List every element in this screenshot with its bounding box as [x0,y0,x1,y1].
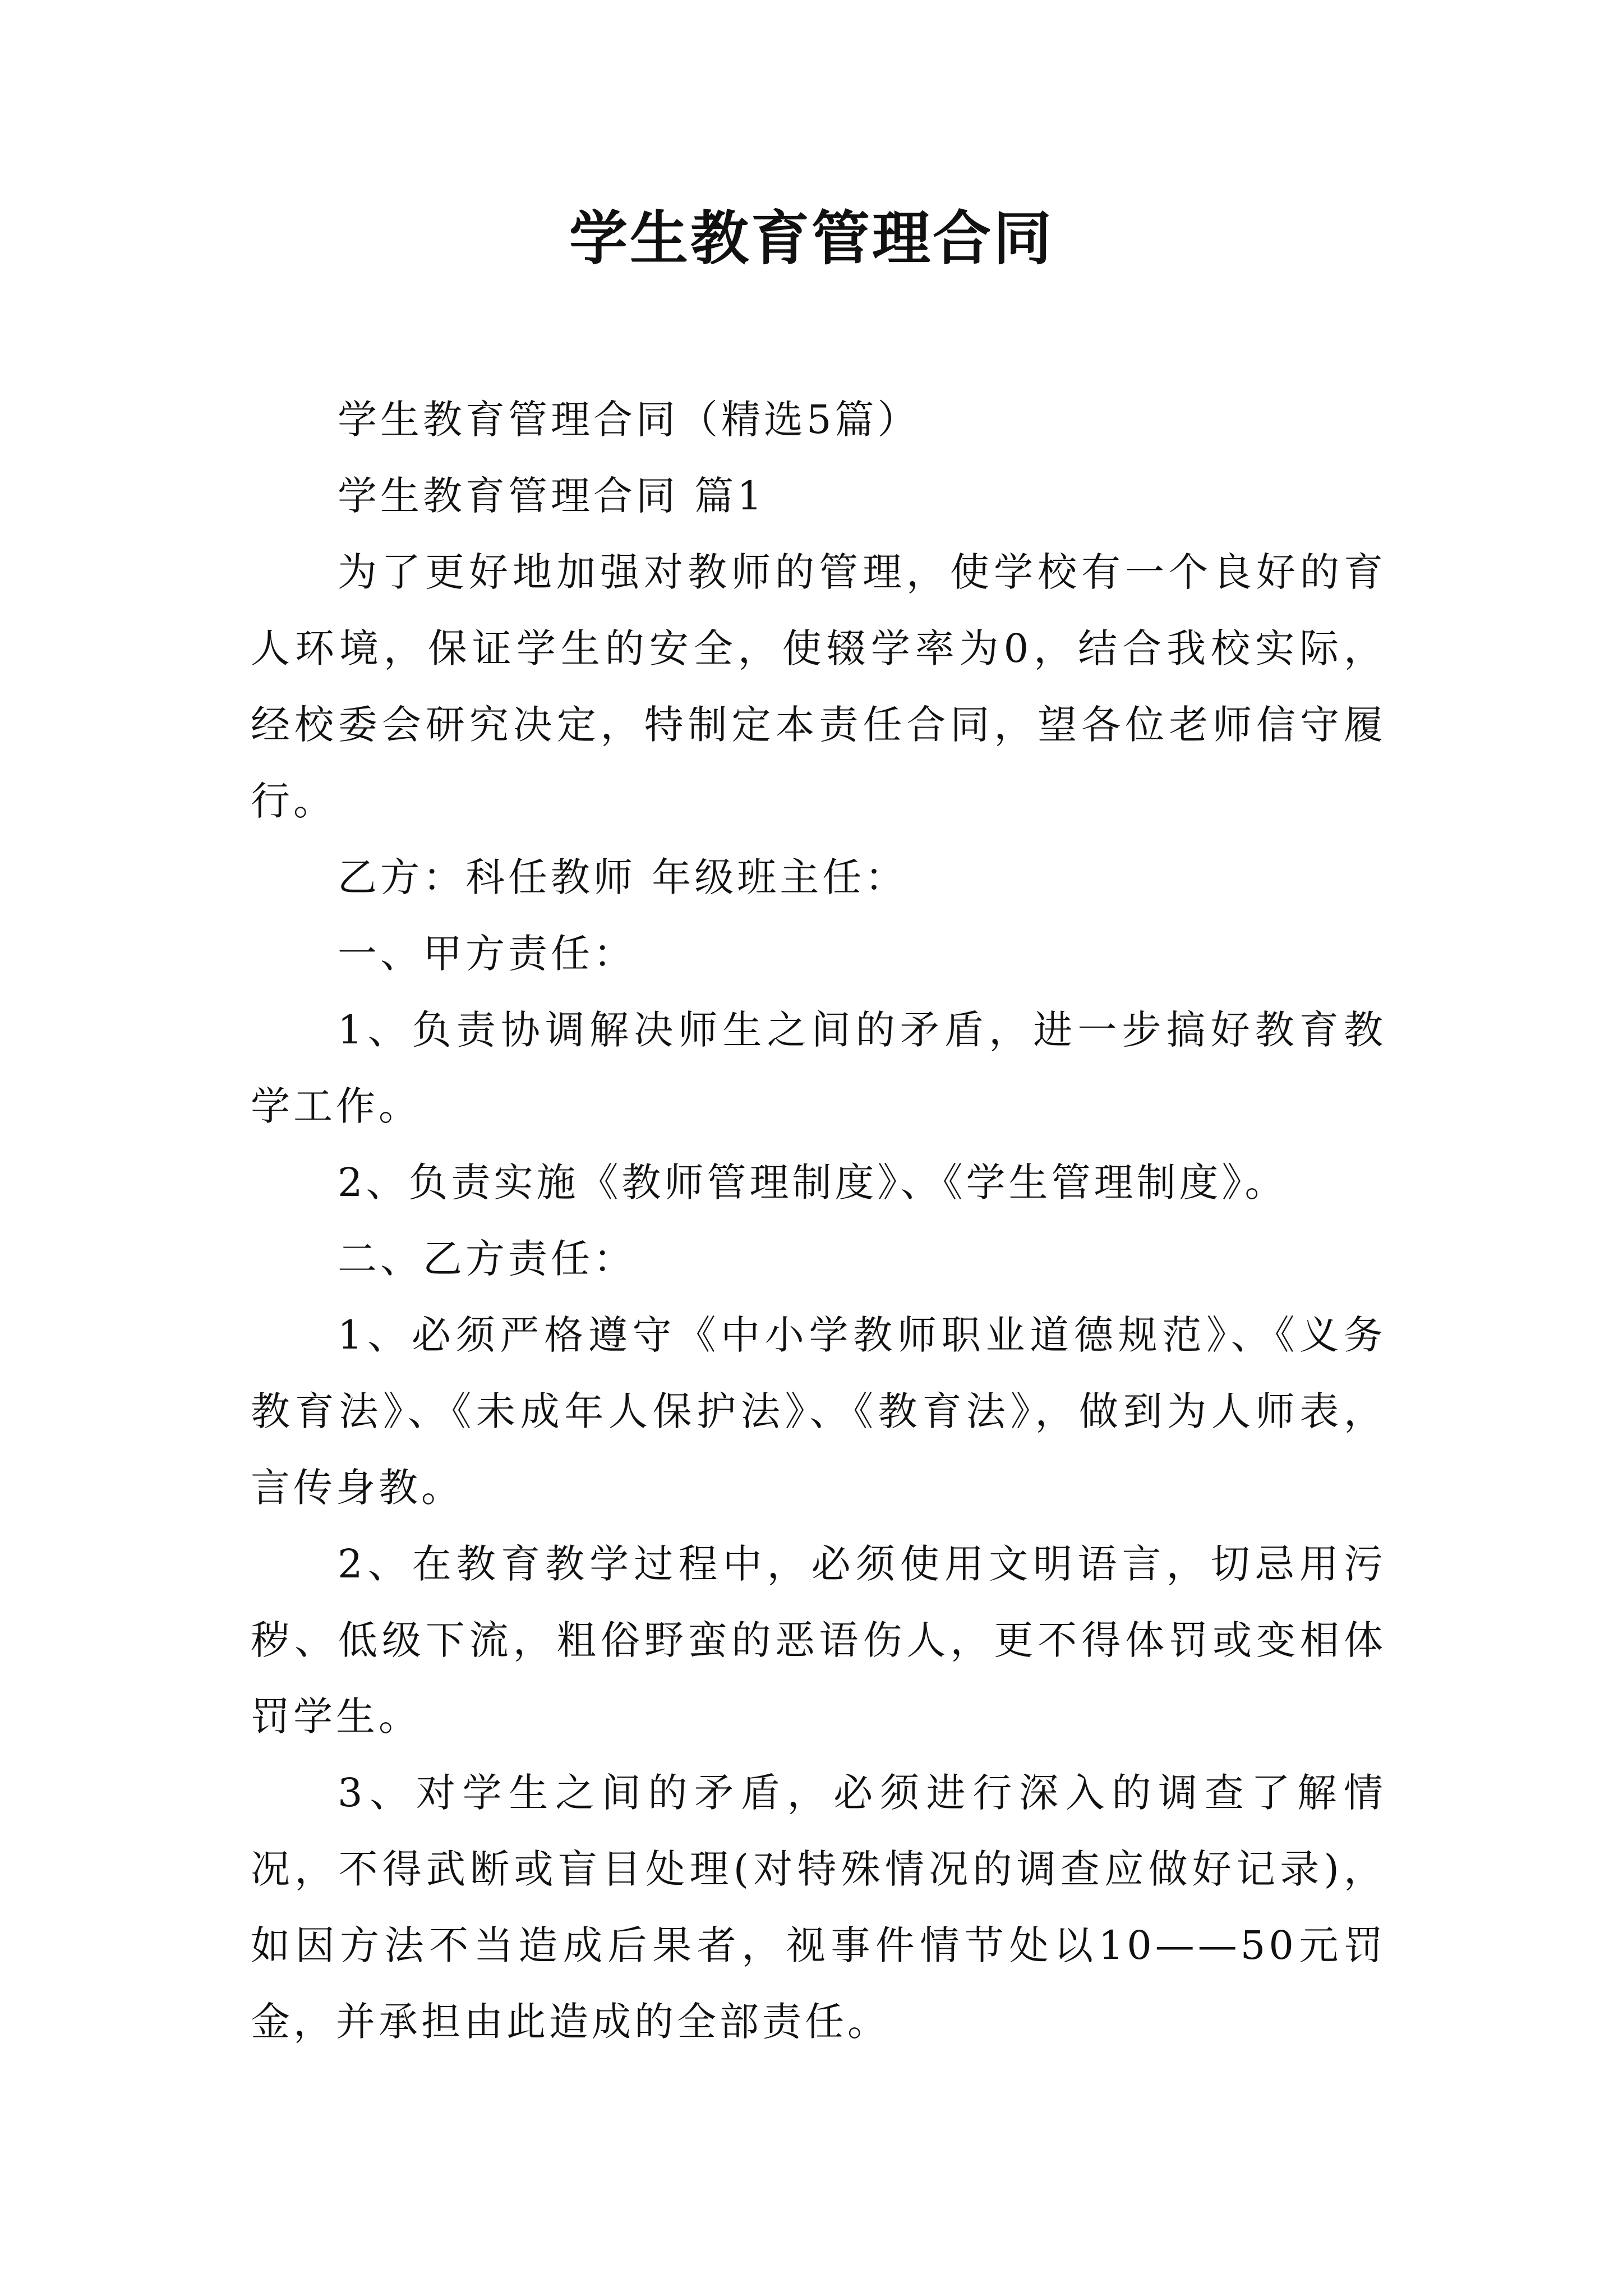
paragraph-party-b-item-1: 1、必须严格遵守《中小学教师职业道德规范》、《义务教育法》、《未成年人保护法》、《教育法》，做到为人师表，言传身教。 [251,1312,1386,1511]
page-title: 学生教育管理合同 [569,204,1054,273]
paragraph-section-heading: 学生教育管理合同 篇1 [338,473,766,519]
paragraph-party-a-heading: 一、甲方责任： [338,931,636,977]
paragraph-party-b-item-3: 3、对学生之间的矛盾，必须进行深入的调查了解情况，不得武断或盲目处理(对特殊情况的调查应做好记录)，如因方法不当造成后果者，视事件情节处以10——50元罚金，并承担由此造成的全部责任。 [251,1770,1386,2045]
paragraph-party-b: 乙方：科任教师 年级班主任： [338,854,908,900]
paragraph-intro: 为了更好地加强对教师的管理，使学校有一个良好的育人环境，保证学生的安全，使辍学率为0，结合我校实际，经校委会研究决定，特制定本责任合同，望各位老师信守履行。 [251,549,1386,824]
paragraph-party-b-heading: 二、乙方责任： [338,1236,636,1282]
paragraph-party-a-item-1: 1、负责协调解决师生之间的矛盾，进一步搞好教育教学工作。 [251,1007,1386,1129]
document-body [251,381,1386,2060]
paragraph-party-b-item-2: 2、在教育教学过程中，必须使用文明语言，切忌用污秽、低级下流，粗俗野蛮的恶语伤人，更不得体罚或变相体罚学生。 [251,1541,1386,1740]
paragraph-party-a-item-2: 2、负责实施《教师管理制度》、《学生管理制度》。 [338,1159,1288,1205]
paragraph-subtitle: 学生教育管理合同（精选5篇） [338,397,920,443]
